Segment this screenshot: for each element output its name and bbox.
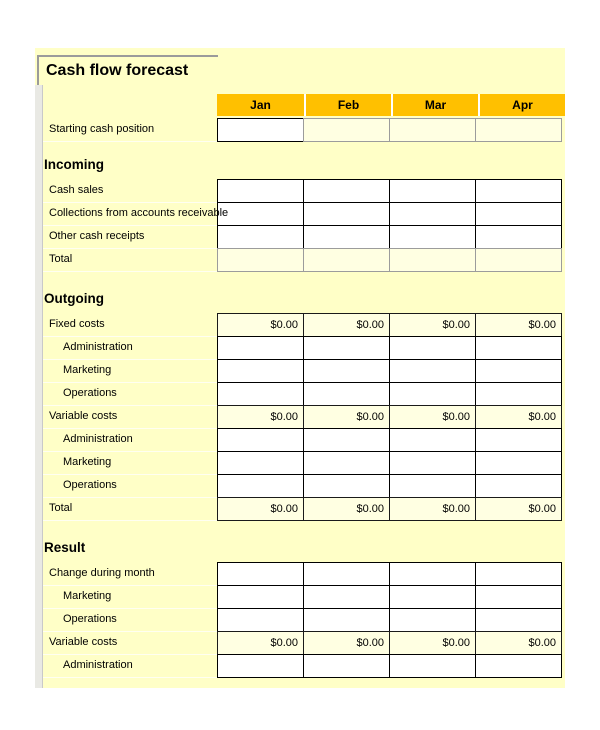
cell-mar[interactable] bbox=[389, 248, 476, 272]
cell-apr[interactable] bbox=[475, 428, 562, 452]
cell-jan[interactable] bbox=[217, 179, 304, 203]
cell-jan[interactable]: $0.00 bbox=[217, 497, 304, 521]
cell-mar[interactable]: $0.00 bbox=[389, 405, 476, 429]
cell-feb[interactable] bbox=[303, 248, 390, 272]
cell-mar[interactable] bbox=[389, 225, 476, 249]
cell-apr[interactable]: $0.00 bbox=[475, 631, 562, 655]
cell-feb[interactable]: $0.00 bbox=[303, 631, 390, 655]
table-row bbox=[35, 631, 565, 655]
cell-apr[interactable]: $0.00 bbox=[475, 497, 562, 521]
cell-mar[interactable] bbox=[389, 336, 476, 360]
cell-apr[interactable] bbox=[475, 654, 562, 678]
cell-feb[interactable] bbox=[303, 359, 390, 383]
cell-apr[interactable] bbox=[475, 179, 562, 203]
cell-feb[interactable] bbox=[303, 474, 390, 498]
table-row bbox=[35, 359, 565, 383]
table-row bbox=[35, 225, 565, 249]
table-row bbox=[35, 248, 565, 272]
section-outgoing bbox=[35, 288, 565, 521]
table-row bbox=[35, 654, 565, 678]
table-row bbox=[35, 179, 565, 203]
cell-apr[interactable] bbox=[475, 382, 562, 406]
table-row bbox=[35, 428, 565, 452]
cell-mar[interactable]: $0.00 bbox=[389, 313, 476, 337]
cell-apr[interactable] bbox=[475, 608, 562, 632]
cell-jan[interactable] bbox=[217, 336, 304, 360]
row-label: Administration bbox=[43, 428, 217, 452]
column-header-mar[interactable]: Mar bbox=[391, 94, 478, 116]
cell-jan[interactable] bbox=[217, 585, 304, 609]
table-row bbox=[35, 585, 565, 609]
row-label: Administration bbox=[43, 654, 217, 678]
table-row bbox=[35, 474, 565, 498]
cell-mar[interactable] bbox=[389, 428, 476, 452]
row-label: Collections from accounts receivable bbox=[43, 202, 217, 226]
table-row bbox=[35, 451, 565, 475]
table-row bbox=[35, 608, 565, 632]
cell-feb[interactable] bbox=[303, 451, 390, 475]
cell-feb[interactable] bbox=[303, 225, 390, 249]
header-spacer bbox=[35, 94, 217, 116]
row-label: Variable costs bbox=[43, 631, 217, 655]
row-label: Operations bbox=[43, 382, 217, 406]
row-label: Other cash receipts bbox=[43, 225, 217, 249]
cell-apr[interactable]: $0.00 bbox=[475, 405, 562, 429]
row-label: Total bbox=[43, 497, 217, 521]
cell-apr[interactable] bbox=[475, 474, 562, 498]
row-label: Fixed costs bbox=[43, 313, 217, 337]
cell-feb[interactable] bbox=[303, 336, 390, 360]
column-header-feb[interactable]: Feb bbox=[304, 94, 391, 116]
row-label: Marketing bbox=[43, 585, 217, 609]
section-heading-incoming: Incoming bbox=[44, 157, 104, 172]
cell-feb[interactable] bbox=[303, 585, 390, 609]
cell-mar[interactable]: $0.00 bbox=[389, 497, 476, 521]
cell-jan[interactable] bbox=[217, 248, 304, 272]
cell-feb[interactable] bbox=[303, 179, 390, 203]
row-label: Marketing bbox=[43, 359, 217, 383]
table-row bbox=[35, 405, 565, 429]
section-heading-result: Result bbox=[44, 540, 86, 555]
row-label: Variable costs bbox=[43, 405, 217, 429]
section-heading-outgoing: Outgoing bbox=[44, 291, 104, 306]
cell-apr[interactable] bbox=[475, 248, 562, 272]
cell-feb[interactable]: $0.00 bbox=[303, 405, 390, 429]
cell-apr[interactable] bbox=[475, 118, 562, 142]
cell-jan[interactable]: $0.00 bbox=[217, 405, 304, 429]
cell-mar[interactable] bbox=[389, 451, 476, 475]
row-label: Change during month bbox=[43, 562, 217, 586]
cell-feb[interactable] bbox=[303, 608, 390, 632]
cell-apr[interactable] bbox=[475, 336, 562, 360]
table-row bbox=[35, 382, 565, 406]
table-row bbox=[35, 562, 565, 586]
cell-jan[interactable] bbox=[217, 608, 304, 632]
cell-apr[interactable]: $0.00 bbox=[475, 313, 562, 337]
cell-apr[interactable] bbox=[475, 585, 562, 609]
cell-jan[interactable] bbox=[217, 654, 304, 678]
cell-apr[interactable] bbox=[475, 225, 562, 249]
cell-jan[interactable] bbox=[217, 428, 304, 452]
table-row bbox=[35, 497, 565, 521]
cell-jan[interactable]: $0.00 bbox=[217, 313, 304, 337]
section-incoming bbox=[35, 154, 565, 272]
cell-apr[interactable] bbox=[475, 202, 562, 226]
table-row bbox=[35, 313, 565, 337]
row-label: Administration bbox=[43, 336, 217, 360]
cell-mar[interactable] bbox=[389, 585, 476, 609]
cell-jan[interactable] bbox=[217, 474, 304, 498]
row-label: Total bbox=[43, 248, 217, 272]
cell-apr[interactable] bbox=[475, 359, 562, 383]
row-label: Operations bbox=[43, 474, 217, 498]
column-header-jan[interactable]: Jan bbox=[217, 94, 304, 116]
cell-jan[interactable] bbox=[217, 225, 304, 249]
row-label: Operations bbox=[43, 608, 217, 632]
row-label: Marketing bbox=[43, 451, 217, 475]
cell-jan[interactable] bbox=[217, 562, 304, 586]
cell-feb[interactable] bbox=[303, 118, 390, 142]
row-label: Cash sales bbox=[43, 179, 217, 203]
cell-jan[interactable] bbox=[217, 202, 304, 226]
table-row bbox=[35, 118, 565, 142]
column-header-apr[interactable]: Apr bbox=[478, 94, 565, 116]
cell-feb[interactable] bbox=[303, 428, 390, 452]
cell-mar[interactable]: $0.00 bbox=[389, 631, 476, 655]
cell-mar[interactable] bbox=[389, 202, 476, 226]
month-header-row bbox=[35, 94, 565, 116]
cell-feb[interactable] bbox=[303, 382, 390, 406]
table-row bbox=[35, 202, 565, 226]
cell-jan[interactable] bbox=[217, 359, 304, 383]
section-result bbox=[35, 537, 565, 678]
sheet-title: Cash flow forecast bbox=[37, 55, 218, 85]
cell-mar[interactable] bbox=[389, 654, 476, 678]
row-label: Starting cash position bbox=[43, 118, 217, 142]
cell-feb[interactable] bbox=[303, 562, 390, 586]
cell-mar[interactable] bbox=[389, 359, 476, 383]
cell-mar[interactable] bbox=[389, 179, 476, 203]
cell-mar[interactable] bbox=[389, 474, 476, 498]
cell-jan[interactable]: $0.00 bbox=[217, 631, 304, 655]
cell-apr[interactable] bbox=[475, 451, 562, 475]
cell-mar[interactable] bbox=[389, 608, 476, 632]
cell-jan[interactable] bbox=[217, 382, 304, 406]
cell-jan[interactable] bbox=[217, 451, 304, 475]
cell-feb[interactable]: $0.00 bbox=[303, 313, 390, 337]
cell-apr[interactable] bbox=[475, 562, 562, 586]
cell-mar[interactable] bbox=[389, 562, 476, 586]
table-row bbox=[35, 336, 565, 360]
cell-mar[interactable] bbox=[389, 382, 476, 406]
cell-feb[interactable] bbox=[303, 202, 390, 226]
cell-feb[interactable]: $0.00 bbox=[303, 497, 390, 521]
cash-flow-spreadsheet bbox=[35, 48, 565, 688]
cell-feb[interactable] bbox=[303, 654, 390, 678]
cell-mar[interactable] bbox=[389, 118, 476, 142]
cell-jan[interactable] bbox=[217, 118, 304, 142]
